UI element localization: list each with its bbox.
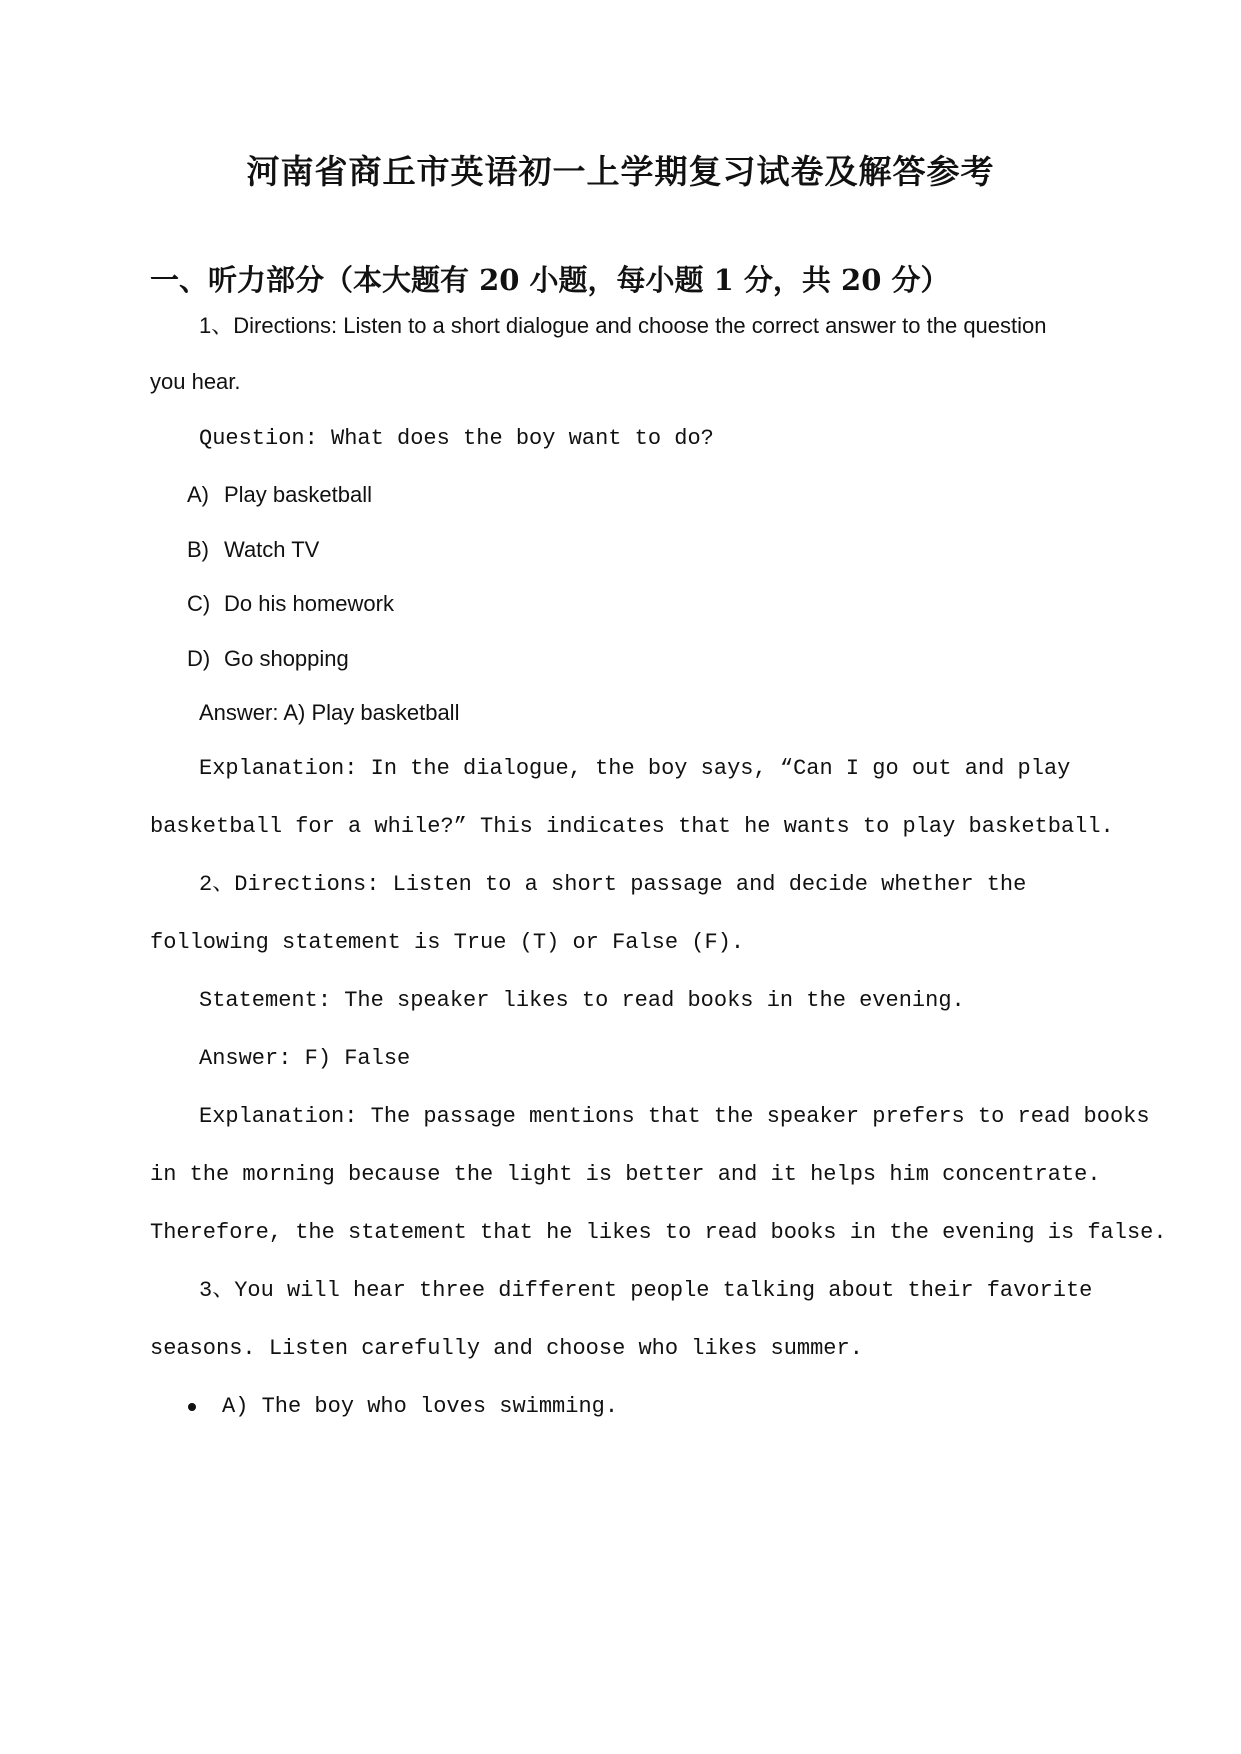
- q2-directions-line1: 2、Directions: Listen to a short passage and decide whether the: [199, 872, 1027, 897]
- q2-answer: Answer: F) False: [199, 1046, 411, 1071]
- bullet-icon: [188, 1403, 196, 1411]
- option-letter: D): [187, 646, 211, 671]
- q1-directions-line2: you hear.: [150, 369, 241, 394]
- option-letter: C): [187, 591, 211, 616]
- q3-prompt-line1: 3、You will hear three different people talking about their favorite: [199, 1278, 1093, 1303]
- q2-statement: Statement: The speaker likes to read books in the evening.: [199, 988, 965, 1013]
- q1-explanation-line2: basketball for a while?” This indicates that he wants to play basketball.: [150, 814, 1114, 839]
- q1-question: Question: What does the boy want to do?: [199, 426, 714, 451]
- option-text: Do his homework: [224, 591, 394, 616]
- option-letter: A): [187, 482, 209, 507]
- option-letter: B): [187, 537, 209, 562]
- section-heading-listening: 一、听力部分（本大题有 20 小题，每小题 1 分，共 20 分）: [150, 263, 950, 297]
- q1-answer: Answer: A) Play basketball: [199, 700, 460, 725]
- q1-explanation-line1: Explanation: In the dialogue, the boy says, “Can I go out and play: [199, 756, 1071, 781]
- document-title: 河南省商丘市英语初一上学期复习试卷及解答参考: [246, 152, 995, 191]
- q2-explanation-line2: in the morning because the light is better and it helps him concentrate.: [150, 1162, 1101, 1187]
- q3-prompt-line2: seasons. Listen carefully and choose who likes summer.: [150, 1336, 863, 1361]
- option-text: Watch TV: [224, 537, 320, 562]
- q2-explanation-line1: Explanation: The passage mentions that the speaker prefers to read books: [199, 1104, 1150, 1129]
- option-text: Go shopping: [224, 646, 349, 671]
- option-text: A) The boy who loves swimming.: [222, 1394, 619, 1419]
- option-text: Play basketball: [224, 482, 372, 507]
- q1-directions-line1: 1、Directions: Listen to a short dialogue and choose the correct answer to the question: [199, 313, 1047, 338]
- q2-directions-line2: following statement is True (T) or False (F).: [150, 930, 745, 955]
- q2-explanation-line3: Therefore, the statement that he likes to read books in the evening is false.: [150, 1220, 1167, 1245]
